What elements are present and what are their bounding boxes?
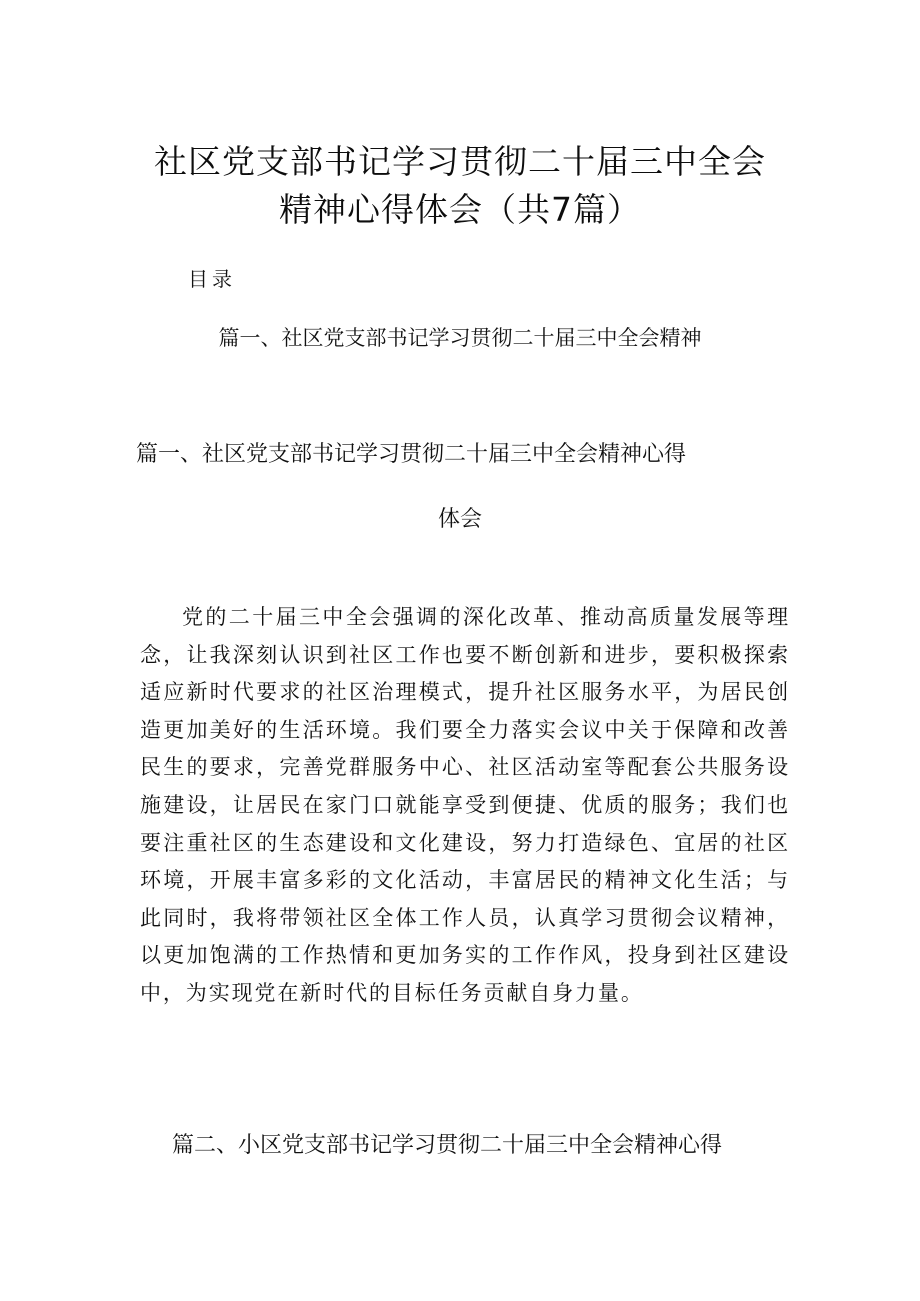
section-1-body-paragraph: 党的二十届三中全会强调的深化改革、推动高质量发展等理念，让我深刻认识到社区工作也要不断创新和进步，要积极探索适应新时代要求的社区治理模式，提升社区服务水平，为居民创造更加美好的生活环境。我们要全力落实会议中关于保障和改善民生的要求，完善党群服务中心、社区活动室等配套公共服务设施建设，让居民在家门口就能享受到便捷、优质的服务；我们也要注重社区的生态建设和文化建设，努力打造绿色、宜居的社区环境，开展丰富多彩的文化活动，丰富居民的精神文化生活；与此同时，我将带领社区全体工作人员，认真学习贯彻会议精神，以更加饱满的工作热情和更加务实的工作作风，投身到社区建设中，为实现党在新时代的目标任务贡献自身力量。	[140, 605, 790, 1005]
toc-item[interactable]: 篇一、社区党支部书记学习贯彻二十届三中全会精神	[218, 326, 702, 350]
document-title-line-2: 精神心得体会（共7篇）	[279, 190, 641, 229]
section-1-heading-continued: 体会	[437, 507, 482, 532]
document-title-line-1: 社区党支部书记学习贯彻二十届三中全会	[154, 142, 766, 181]
section-1-heading: 篇一、社区党支部书记学习贯彻二十届三中全会精神心得	[136, 442, 687, 467]
toc-label: 目录	[188, 267, 236, 291]
section-2-heading: 篇二、小区党支部书记学习贯彻二十届三中全会精神心得	[172, 1133, 723, 1158]
